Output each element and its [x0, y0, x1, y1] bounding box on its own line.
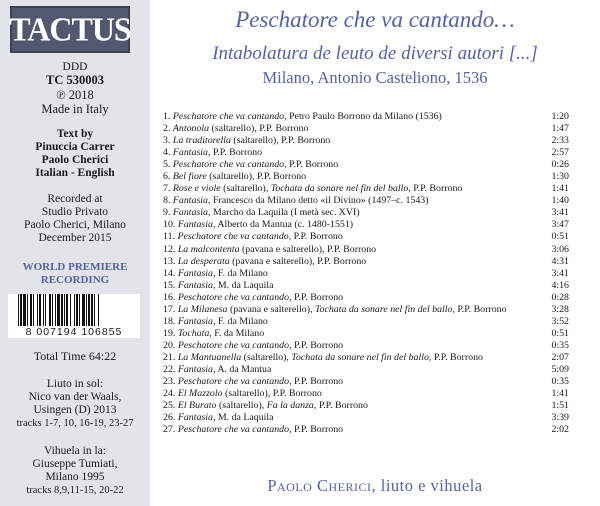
- track-duration: 2:02: [551, 424, 569, 436]
- track-row: [163, 340, 569, 352]
- track-detail: , A. da Mantua: [212, 363, 272, 375]
- track-number: 18.: [163, 315, 176, 327]
- track-detail-2: , P.P. Borrono: [428, 351, 483, 363]
- track-row: [163, 135, 569, 147]
- track-detail-2: , P.P. Borrono: [313, 400, 368, 412]
- track-detail: , P.P. Borrono: [284, 159, 339, 171]
- text-author-1: Pinuccia Carrer: [35, 141, 115, 153]
- track-duration: 4:31: [551, 255, 569, 267]
- track-title: Fantasia: [177, 267, 213, 279]
- track-duration: 2:07: [551, 351, 569, 363]
- track-number: 2.: [163, 123, 171, 135]
- lute-line-3: Usingen (D) 2013: [33, 404, 117, 416]
- track-duration: 1:41: [551, 388, 569, 400]
- track-row: [163, 376, 569, 388]
- track-number: 9.: [163, 207, 171, 219]
- vihuela-line-4: tracks 8,9,11-15, 20-22: [26, 485, 124, 496]
- vihuela-line-3: Milano 1995: [45, 471, 105, 483]
- total-time: Total Time 64:22: [33, 349, 117, 363]
- barcode-bar: [45, 294, 46, 328]
- track-title: El Burato: [177, 400, 217, 412]
- track-detail: , P.P. Borrono: [289, 424, 344, 436]
- album-subtitle: Intabolatura de leuto de diversi autori [...]: [212, 43, 538, 64]
- barcode-bar: [61, 294, 63, 328]
- track-number: 7.: [163, 183, 171, 195]
- track-row: [163, 352, 569, 364]
- performer-credit: [150, 476, 600, 496]
- track-row: [163, 388, 569, 400]
- barcode-bar: [43, 294, 44, 328]
- track-number: 21.: [163, 351, 176, 363]
- track-duration: 2:57: [551, 147, 569, 159]
- track-number: 12.: [163, 243, 176, 255]
- track-title: Tochata: [177, 327, 210, 339]
- track-number: 6.: [163, 171, 171, 183]
- track-title: Peschatore che va cantando: [177, 231, 289, 243]
- track-detail-2: , P.P. Borrono: [452, 303, 507, 315]
- catalog-number: TC 530003: [46, 73, 104, 87]
- track-duration: 3:41: [551, 207, 569, 219]
- track-row: [163, 328, 569, 340]
- track-number: 20.: [163, 339, 176, 351]
- track-duration: 0:51: [551, 327, 569, 339]
- track-number: 27.: [163, 424, 176, 436]
- track-row: [163, 183, 569, 195]
- vihuela-line-1: Vihuela in la:: [44, 445, 106, 457]
- album-place: Milano, Antonio Casteliono, 1536: [262, 68, 488, 87]
- track-duration: 3:47: [551, 219, 569, 231]
- track-duration: 0:35: [551, 339, 569, 351]
- track-number: 24.: [163, 388, 176, 400]
- track-detail: , P.P. Borrono: [289, 339, 344, 351]
- track-duration: 3:28: [551, 303, 569, 315]
- track-detail: , Petro Paulo Borrono da Milano (1536): [284, 111, 442, 122]
- track-number: 19.: [163, 327, 176, 339]
- track-title: Peschatore che va cantando: [172, 159, 285, 171]
- track-title: Fantasia: [177, 315, 213, 327]
- lute-line-2: Nico van der Waals,: [28, 391, 122, 403]
- text-by-label: Text by: [56, 128, 94, 140]
- barcode-bar: [18, 294, 19, 328]
- barcode-bar: [64, 294, 65, 328]
- track-title: La malcontenta: [177, 243, 240, 255]
- track-row: [163, 316, 569, 328]
- track-detail: , F. da Milano: [212, 267, 268, 279]
- performer-name: Paolo Cherici: [267, 476, 372, 495]
- track-title: Fantasia: [172, 207, 208, 219]
- track-detail: (saltarello),: [241, 351, 292, 363]
- track-title-2: Tochata da sonare nel fin del ballo: [314, 303, 453, 315]
- track-detail: , Marcho da Laquila (I metà sec. XVI): [208, 207, 360, 219]
- track-detail: (pavana e salterello),: [227, 303, 315, 315]
- track-number: 16.: [163, 291, 176, 303]
- recorded-line-4: December 2015: [38, 232, 112, 244]
- barcode-bar: [39, 294, 41, 328]
- track-number: 8.: [163, 195, 171, 207]
- track-detail: (saltarello),: [220, 183, 271, 195]
- track-duration: 3:06: [551, 243, 569, 255]
- track-title: Fantasia: [172, 147, 208, 159]
- track-detail: (saltarello),: [216, 400, 267, 412]
- track-title: Fantasia: [177, 279, 213, 291]
- text-author-2: Paolo Cherici: [41, 154, 109, 166]
- barcode-bar: [74, 294, 75, 328]
- track-row: [163, 412, 569, 424]
- languages-label: Italian - English: [35, 167, 115, 179]
- track-row: [163, 256, 569, 268]
- track-duration: 3:39: [551, 412, 569, 424]
- track-duration: 0:28: [551, 291, 569, 303]
- logo-text: TACTUS: [9, 10, 131, 48]
- track-list: [163, 111, 569, 436]
- track-number: 14.: [163, 267, 176, 279]
- track-title: Peschatore che va cantando: [172, 111, 285, 122]
- track-detail: , M. da Laquila: [212, 412, 274, 424]
- track-detail: , P.P. Borrono: [289, 376, 344, 388]
- track-duration: 4:16: [551, 279, 569, 291]
- tactus-logo: [10, 6, 130, 53]
- recorded-line-2: Studio Privato: [41, 206, 109, 218]
- track-detail: , Francesco da Milano detto «il Divino» (1497–c. 1543): [208, 195, 429, 207]
- track-number: 23.: [163, 376, 176, 388]
- barcode-bar: [98, 294, 99, 328]
- track-detail: , F. da Milano: [209, 327, 265, 339]
- track-row: [163, 147, 569, 159]
- barcode-number: 8 007194 106855: [8, 326, 140, 338]
- track-row: [163, 268, 569, 280]
- track-duration: 1:51: [551, 400, 569, 412]
- track-row: [163, 364, 569, 376]
- track-number: 26.: [163, 412, 176, 424]
- track-number: 13.: [163, 255, 176, 267]
- track-number: 1.: [163, 111, 171, 122]
- track-title: Fantasia: [172, 195, 208, 207]
- barcode-bar: [88, 294, 90, 328]
- track-row: [163, 159, 569, 171]
- track-title: Peschatore che va cantando: [177, 424, 290, 436]
- recorded-line-3: Paolo Cherici, Milano: [24, 219, 126, 231]
- track-duration: 0:35: [551, 376, 569, 388]
- barcode-bar: [49, 294, 51, 328]
- barcode-bar: [27, 294, 28, 328]
- origin-label: Made in Italy: [41, 102, 109, 116]
- track-title: Fantasia: [177, 412, 213, 424]
- track-detail: (pavana e salterello), P.P. Borrono: [239, 243, 377, 255]
- track-title: Rose e viole: [172, 183, 221, 195]
- barcode-bar: [91, 294, 93, 328]
- recorded-line-1: Recorded at: [47, 193, 103, 205]
- barcode-bar: [23, 294, 26, 328]
- track-title: La traditorella: [172, 135, 231, 147]
- barcode-bar: [55, 294, 56, 328]
- track-row: [163, 207, 569, 219]
- track-duration: 0:26: [551, 159, 569, 171]
- track-number: 3.: [163, 135, 171, 147]
- track-row: [163, 195, 569, 207]
- barcode-bar: [57, 294, 60, 328]
- track-row: [163, 231, 569, 243]
- barcode-bar: [94, 294, 95, 328]
- barcode-bar: [20, 294, 22, 328]
- track-row: [163, 292, 569, 304]
- track-duration: 3:52: [551, 315, 569, 327]
- lute-line-1: Liuto in sol:: [46, 378, 104, 390]
- track-duration: 1:41: [551, 183, 569, 195]
- track-title-2: Tochata da sonare nel fin del ballo: [291, 351, 429, 363]
- track-detail: (saltarello), P.P. Borrono: [209, 123, 309, 135]
- track-title-2: Fa la danza: [266, 400, 314, 412]
- track-title: La desperata: [177, 255, 230, 267]
- track-title-2: Tochata da sonare nel fin del ballo: [270, 183, 409, 195]
- track-number: 10.: [163, 219, 176, 231]
- track-title: Fantasia: [177, 219, 213, 231]
- copyright-year: ℗ 2018: [56, 88, 94, 102]
- barcode-bar: [30, 294, 32, 328]
- track-duration: 5:09: [551, 363, 569, 375]
- track-number: 25.: [163, 400, 176, 412]
- track-duration: 0:51: [551, 231, 569, 243]
- track-detail: , P.P. Borrono: [208, 147, 263, 159]
- track-detail: (saltarello), P.P. Borrono: [222, 388, 322, 400]
- album-title: Peschatore che va cantando…: [235, 7, 515, 32]
- track-title: Peschatore che va cantando: [177, 376, 290, 388]
- track-detail: (pavana e salterello), P.P. Borrono: [229, 255, 367, 267]
- track-number: 22.: [163, 363, 176, 375]
- barcode-bars: [8, 294, 140, 328]
- track-detail: , P.P. Borrono: [289, 291, 344, 303]
- track-title: Peschatore che va cantando: [177, 339, 290, 351]
- barcode-bar: [70, 294, 71, 328]
- barcode-bar: [52, 294, 53, 328]
- track-row: [163, 171, 569, 183]
- track-detail-2: , P.P. Borrono: [408, 183, 463, 195]
- barcode-bar: [33, 294, 34, 328]
- track-title: La Milanesa: [177, 303, 228, 315]
- world-premiere-line-1: WORLD PREMIERE: [22, 261, 128, 273]
- performer-instruments: , liuto e vihuela: [371, 476, 483, 495]
- track-title: Bel fiore: [172, 171, 207, 183]
- lute-line-4: tracks 1-7, 10, 16-19, 23-27: [16, 418, 134, 429]
- track-title: Peschatore che va cantando: [177, 291, 290, 303]
- track-detail: , Alberto da Mantua (c. 1480-1551): [212, 219, 354, 231]
- track-number: 4.: [163, 147, 171, 159]
- track-duration: 1:30: [551, 171, 569, 183]
- track-title: La Mantuanella: [177, 351, 242, 363]
- world-premiere-line-2: RECORDING: [40, 274, 110, 286]
- track-duration: 1:47: [551, 123, 569, 135]
- track-duration: 2:33: [551, 135, 569, 147]
- track-title: Fantasia: [177, 363, 213, 375]
- barcode-bar: [76, 294, 78, 328]
- track-duration: 1:40: [551, 195, 569, 207]
- track-number: 17.: [163, 303, 176, 315]
- track-detail: , M. da Laquila: [212, 279, 274, 291]
- track-row: [163, 111, 569, 123]
- track-row: [163, 123, 569, 135]
- track-row: [163, 280, 569, 292]
- track-detail: , F. da Milano: [212, 315, 268, 327]
- format-label: DDD: [62, 61, 88, 73]
- track-title: El Mazzolo: [177, 388, 223, 400]
- track-detail: (saltarello), P.P. Borrono: [230, 135, 331, 147]
- sidebar-panel: [0, 0, 150, 506]
- track-duration: 3:41: [551, 267, 569, 279]
- barcode-bar: [79, 294, 80, 328]
- track-title: Antonola: [172, 123, 210, 135]
- barcode-bar: [37, 294, 38, 328]
- barcode-bar: [86, 294, 87, 328]
- barcode-bar: [66, 294, 68, 328]
- track-detail: (saltarello), P.P. Borrono: [206, 171, 307, 183]
- track-row: [163, 400, 569, 412]
- track-number: 5.: [163, 159, 171, 171]
- track-number: 15.: [163, 279, 176, 291]
- barcode: [8, 294, 140, 338]
- track-duration: 1:20: [551, 111, 569, 122]
- track-detail: , P.P. Borrono: [288, 231, 343, 243]
- track-row: [163, 219, 569, 231]
- track-row: [163, 424, 569, 436]
- barcode-bar: [82, 294, 85, 328]
- track-row: [163, 244, 569, 256]
- track-number: 11.: [163, 231, 175, 243]
- track-row: [163, 304, 569, 316]
- vihuela-line-2: Giuseppe Tumiati,: [32, 458, 118, 470]
